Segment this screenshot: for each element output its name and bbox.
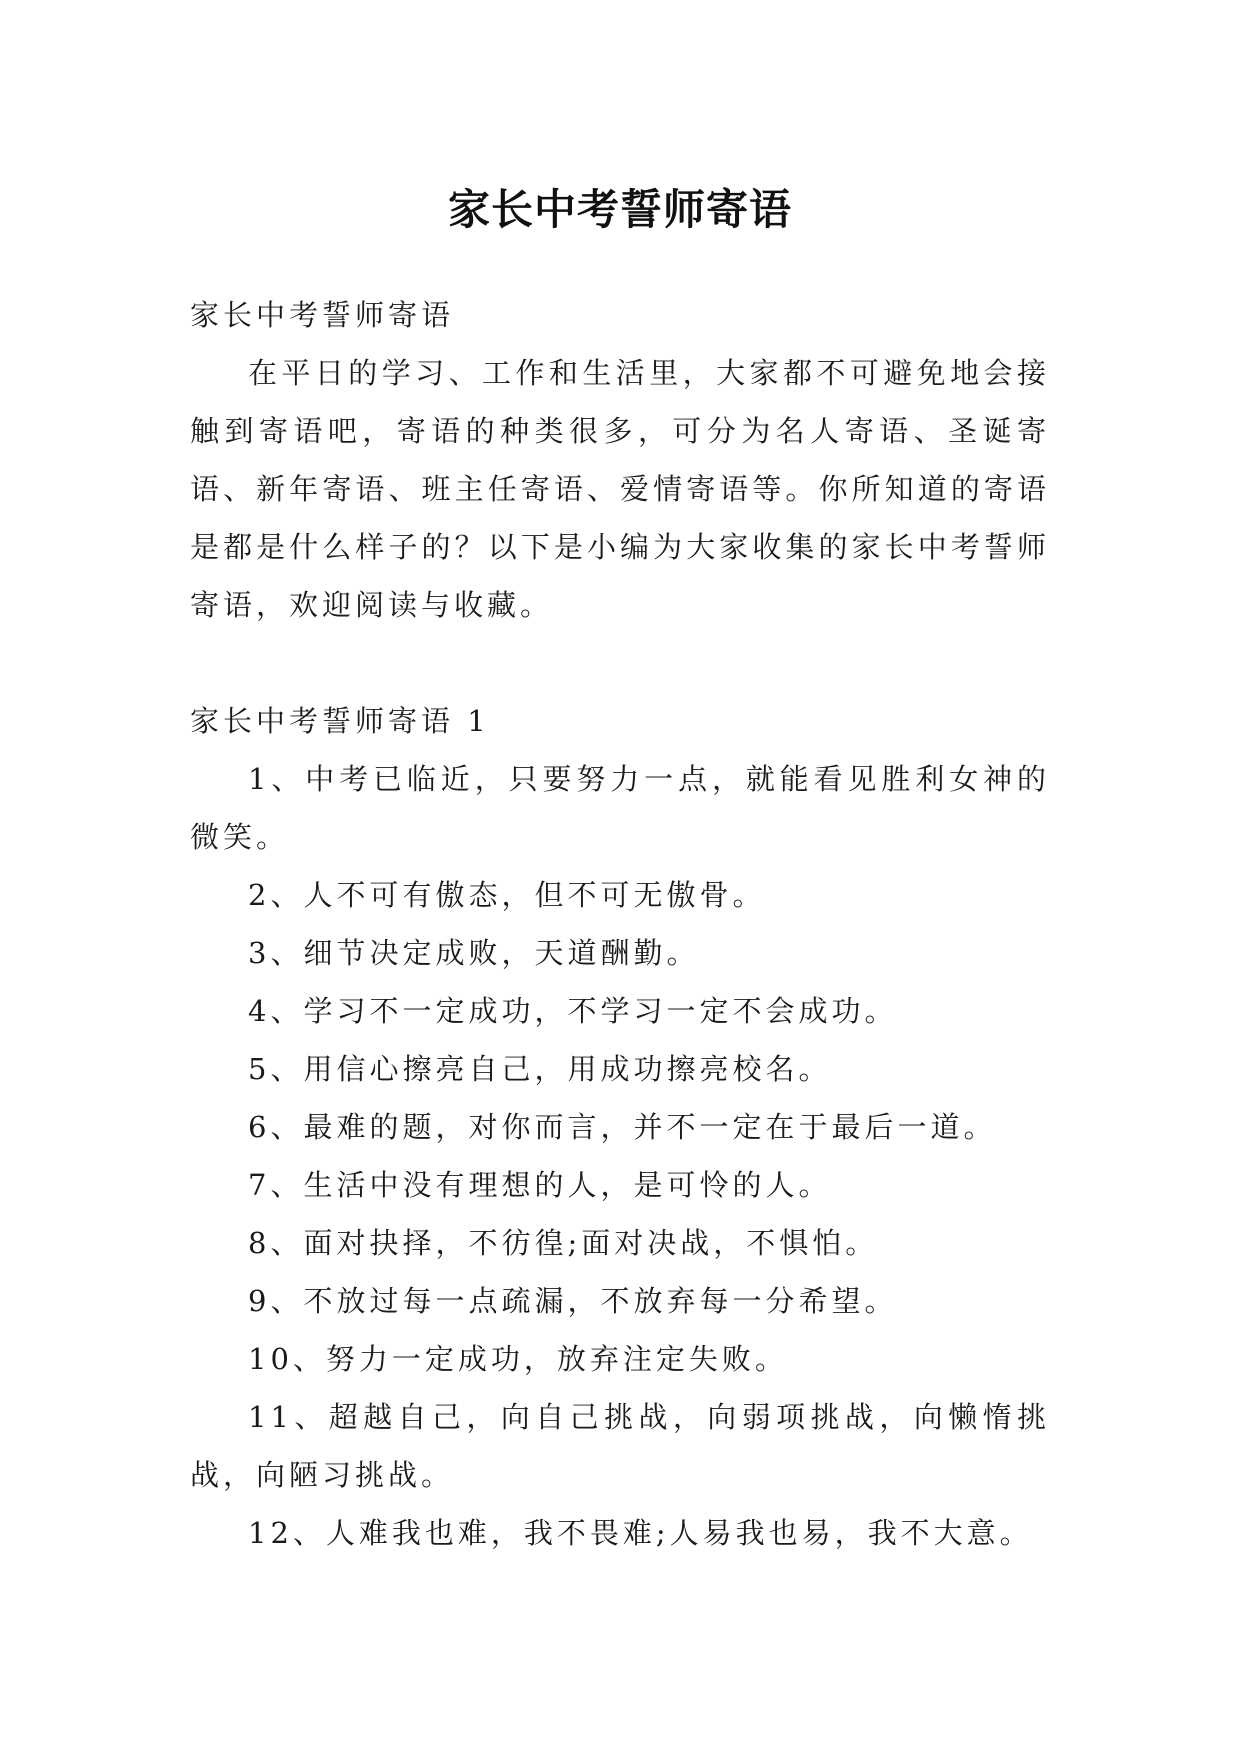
list-item: 10、努力一定成功，放弃注定失败。 [248, 1342, 788, 1376]
list-item: 7、生活中没有理想的人，是可怜的人。 [248, 1168, 832, 1202]
section-heading: 家长中考誓师寄语 1 [190, 704, 490, 738]
list-item: 12、人难我也难，我不畏难;人易我也易，我不大意。 [248, 1516, 1033, 1550]
list-item: 1、中考已临近，只要努力一点，就能看见胜利女神的微笑。 [190, 762, 1050, 854]
list-item: 2、人不可有傲态，但不可无傲骨。 [248, 878, 766, 912]
intro-heading: 家长中考誓师寄语 [190, 298, 455, 332]
intro-paragraph: 在平日的学习、工作和生活里，大家都不可避免地会接触到寄语吧，寄语的种类很多，可分为名人寄语、圣诞寄语、新年寄语、班主任寄语、爱情寄语等。你所知道的寄语是都是什么样子的？以下是小编为大家收集的家长中考誓师寄语，欢迎阅读与收藏。 [190, 356, 1050, 622]
list-item: 4、学习不一定成功，不学习一定不会成功。 [248, 994, 898, 1028]
list-item: 5、用信心擦亮自己，用成功擦亮校名。 [248, 1052, 832, 1086]
document-body [190, 286, 1050, 1562]
list-item: 3、细节决定成败，天道酬勤。 [248, 936, 700, 970]
list-item: 8、面对抉择，不彷徨;面对决战，不惧怕。 [248, 1226, 879, 1260]
list-item: 6、最难的题，对你而言，并不一定在于最后一道。 [248, 1110, 997, 1144]
section-spacer [190, 634, 1050, 692]
document-title: 家长中考誓师寄语 [447, 185, 792, 235]
list-item: 11、超越自己，向自己挑战，向弱项挑战，向懒惰挑战，向陋习挑战。 [190, 1400, 1050, 1492]
list-item: 9、不放过每一点疏漏，不放弃每一分希望。 [248, 1284, 898, 1318]
